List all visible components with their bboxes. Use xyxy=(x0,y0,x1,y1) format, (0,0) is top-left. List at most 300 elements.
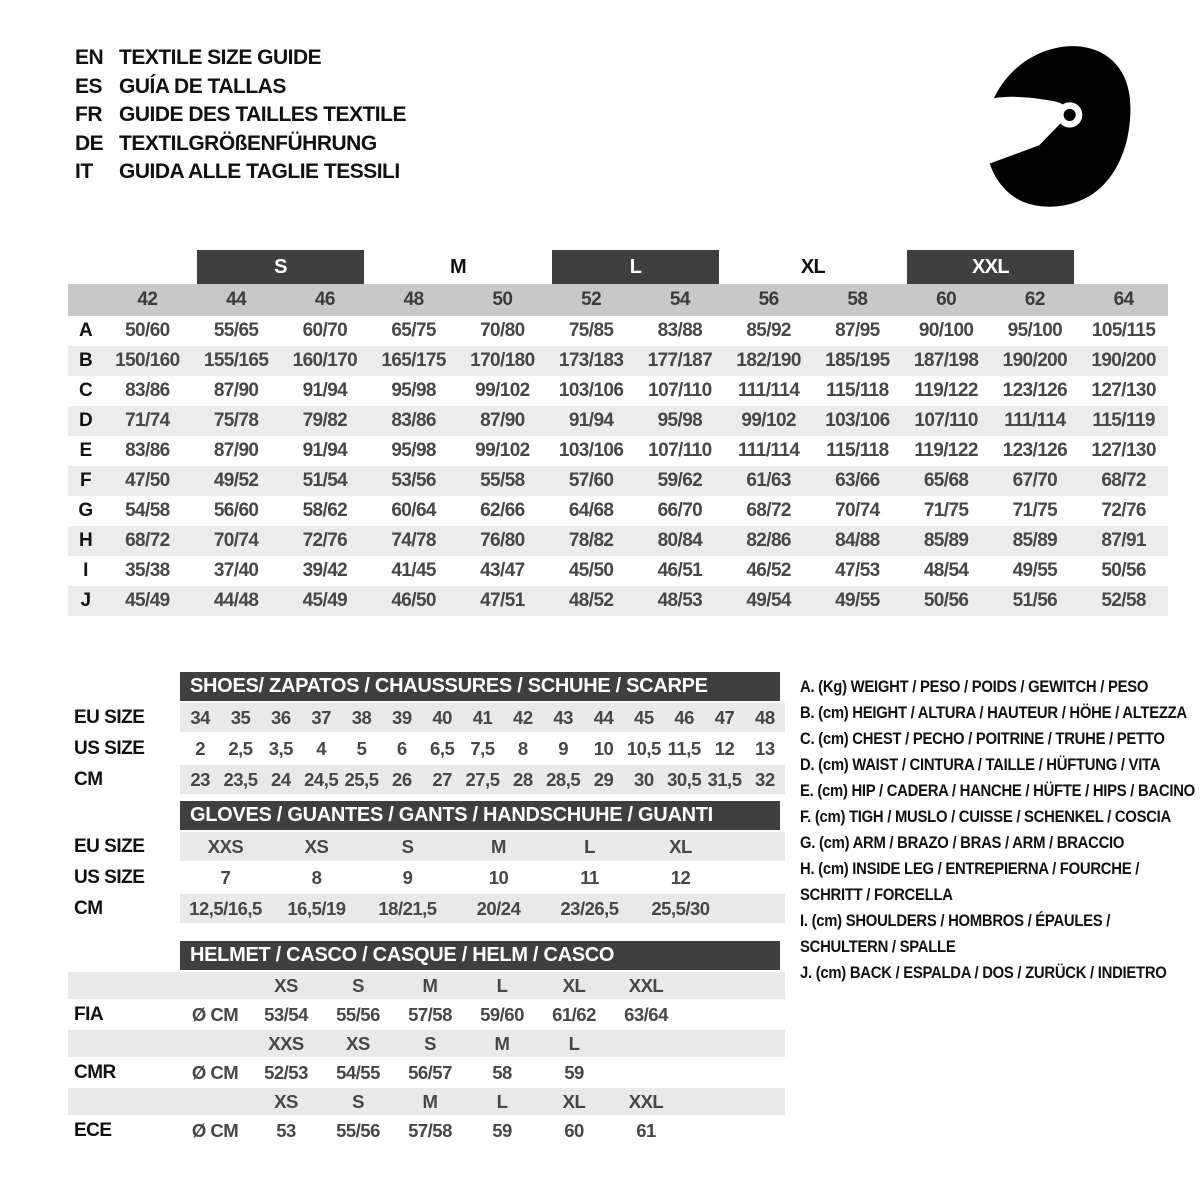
measure-cell: 111/114 xyxy=(737,440,800,461)
helmet-row-CMR xyxy=(68,1059,785,1086)
measure-cell: 71/74 xyxy=(125,410,170,431)
helmet-value: 63/64 xyxy=(624,1003,668,1025)
shoes-cell: 30,5 xyxy=(664,765,704,794)
shoes-cell: 8 xyxy=(517,737,528,759)
gloves-cell: 20/24 xyxy=(453,894,544,923)
helmet-value: 60 xyxy=(564,1119,584,1141)
measure-cell: 54/58 xyxy=(125,500,170,521)
shoes-cell: 25,5 xyxy=(341,765,381,794)
helmet-size-label: XL xyxy=(538,972,610,999)
measure-cell: 48/52 xyxy=(568,590,614,611)
measure-cell: 55/65 xyxy=(213,320,259,341)
shoes-table xyxy=(68,672,785,796)
size-column-50: 50 xyxy=(492,289,513,310)
measure-cell: 64/68 xyxy=(568,500,614,521)
measure-cell: 87/91 xyxy=(1101,530,1146,551)
gloves-cell: XL xyxy=(635,832,726,861)
size-group-row xyxy=(68,250,1168,284)
measure-cell: 115/118 xyxy=(826,380,889,401)
helmet-value: 59 xyxy=(564,1061,584,1083)
shoes-cell: 2 xyxy=(195,737,206,759)
measure-cell: 49/55 xyxy=(1012,560,1058,581)
measure-cell: 127/130 xyxy=(1091,440,1156,461)
helmet-size-label: M xyxy=(394,972,466,999)
measure-cell: 62/66 xyxy=(480,500,525,521)
helmet-size-label xyxy=(610,1030,682,1057)
size-column-56: 56 xyxy=(758,289,779,310)
measure-cell: 71/75 xyxy=(1012,500,1058,521)
measure-cell: 177/187 xyxy=(647,350,713,371)
measure-cell: 185/195 xyxy=(825,350,890,371)
row-label: FIA xyxy=(74,1003,104,1025)
measure-cell: 95/98 xyxy=(391,380,436,401)
language-row xyxy=(75,158,406,187)
measure-cell: 48/54 xyxy=(923,560,969,581)
shoes-cell: 24,5 xyxy=(301,765,341,794)
measure-cell: 107/110 xyxy=(648,440,712,461)
language-title: GUÍA DE TALLAS xyxy=(119,74,286,98)
helmet-value: 55/56 xyxy=(336,1119,380,1141)
measure-cell: 44/48 xyxy=(213,590,259,611)
gloves-cell: XS xyxy=(271,832,362,861)
measure-row-F xyxy=(68,466,1168,496)
shoes-cell: 34 xyxy=(180,703,220,732)
language-title: GUIDA ALLE TAGLIE TESSILI xyxy=(119,160,400,184)
row-letter: G xyxy=(78,500,93,521)
row-filler xyxy=(726,863,785,892)
helmet-value: 59/60 xyxy=(480,1003,524,1025)
measure-cell: 61/63 xyxy=(746,470,791,491)
measure-cell: 55/58 xyxy=(480,470,525,491)
measure-cell: 119/122 xyxy=(914,380,978,401)
legend-item-B xyxy=(800,700,1196,726)
measure-row-H xyxy=(68,526,1168,556)
helmet-value: 57/58 xyxy=(408,1003,452,1025)
measure-cell: 99/102 xyxy=(475,380,530,401)
gloves-cell: 12,5/16,5 xyxy=(180,894,271,923)
row-letter: H xyxy=(78,530,93,551)
row-label: CM xyxy=(74,768,103,790)
measure-cell: 85/92 xyxy=(746,320,791,341)
shoes-cell: 48 xyxy=(745,703,785,732)
textile-size-table xyxy=(68,250,1168,616)
legend-item-D xyxy=(800,752,1196,778)
measure-cell: 115/118 xyxy=(826,440,889,461)
shoes-cell: 10,5 xyxy=(626,737,661,759)
shoes-cell: 5 xyxy=(356,737,367,759)
shoes-cell: 13 xyxy=(755,737,775,759)
shoes-cell: 44 xyxy=(583,703,623,732)
unit-spacer xyxy=(180,1030,250,1057)
language-code: ES xyxy=(75,74,103,98)
helmet-size-label: XS xyxy=(322,1030,394,1057)
size-column-44: 44 xyxy=(226,289,247,310)
language-code: FR xyxy=(75,103,102,127)
shoes-cell: 26 xyxy=(382,765,422,794)
shoes-cell: 27,5 xyxy=(462,765,502,794)
gloves-header: GLOVES / GUANTES / GANTS / HANDSCHUHE / GUANTI xyxy=(180,801,780,830)
row-letter: J xyxy=(80,590,91,611)
measure-cell: 103/106 xyxy=(558,380,624,401)
measure-cell: 105/115 xyxy=(1091,320,1156,341)
row-label: ECE xyxy=(74,1119,112,1141)
shoes-cell: 38 xyxy=(341,703,381,732)
gloves-cell: 12 xyxy=(670,866,691,888)
measure-cell: 95/98 xyxy=(391,440,436,461)
measure-cell: 45/49 xyxy=(125,590,170,611)
helmet-size-table xyxy=(68,941,785,1146)
measure-cell: 170/180 xyxy=(470,350,535,371)
helmet-value xyxy=(610,1059,682,1086)
measure-cell: 59/62 xyxy=(657,470,703,491)
helmet-size-label: S xyxy=(322,1088,394,1115)
legend-item-F xyxy=(800,804,1196,830)
measure-cell: 87/90 xyxy=(213,380,259,401)
helmet-value: 59 xyxy=(492,1119,512,1141)
size-column-52: 52 xyxy=(581,289,602,310)
measure-cell: 95/100 xyxy=(1007,320,1063,341)
measure-cell: 60/64 xyxy=(391,500,436,521)
measure-cell: 91/94 xyxy=(302,440,348,461)
shoes-cell: 23 xyxy=(180,765,220,794)
shoes-cell: 46 xyxy=(664,703,704,732)
measure-cell: 58/62 xyxy=(302,500,348,521)
measure-cell: 85/89 xyxy=(1012,530,1058,551)
measure-cell: 123/126 xyxy=(1002,440,1068,461)
helmet-row-ECE xyxy=(68,1117,785,1144)
row-filler xyxy=(682,1030,785,1057)
gloves-table xyxy=(68,801,785,925)
legend-line: E. (cm) HIP / CADERA / HANCHE / HÜFTE / HIPS / BACINO xyxy=(800,782,1195,800)
measure-cell: 67/70 xyxy=(1012,470,1058,491)
measure-cell: 60/70 xyxy=(302,320,348,341)
measure-cell: 87/95 xyxy=(835,320,880,341)
measure-cell: 43/47 xyxy=(480,560,525,581)
measure-cell: 155/165 xyxy=(203,350,269,371)
language-code: DE xyxy=(75,131,104,155)
row-label: CMR xyxy=(74,1061,116,1083)
measure-cell: 46/52 xyxy=(746,560,791,581)
shoes-cell: 6 xyxy=(396,737,407,759)
helmet-header: HELMET / CASCO / CASQUE / HELM / CASCO xyxy=(180,941,780,970)
row-label: EU SIZE xyxy=(74,835,145,857)
unit-cell: Ø CM xyxy=(191,1119,239,1141)
helmet-size-label: XL xyxy=(538,1088,610,1115)
measure-cell: 99/102 xyxy=(741,410,796,431)
measure-cell: 87/90 xyxy=(480,410,525,431)
measure-row-B xyxy=(68,346,1168,376)
measure-cell: 187/198 xyxy=(913,350,979,371)
helmet-size-label: S xyxy=(394,1030,466,1057)
size-column-64: 64 xyxy=(1113,289,1134,310)
shoes-cell: 9 xyxy=(558,737,569,759)
helmet-sizes-row-FIA xyxy=(68,972,785,999)
row-filler xyxy=(726,894,785,923)
size-column-54: 54 xyxy=(669,289,690,310)
shoes-row-1 xyxy=(68,734,785,763)
legend-item-J xyxy=(800,960,1196,986)
gloves-cell: M xyxy=(453,832,544,861)
unit-cell: Ø CM xyxy=(191,1003,239,1025)
helmet-size-label: M xyxy=(394,1088,466,1115)
measure-cell: 71/75 xyxy=(923,500,969,521)
helmet-row-FIA xyxy=(68,1001,785,1028)
gloves-cell: 25,5/30 xyxy=(635,894,726,923)
measure-cell: 72/76 xyxy=(302,530,348,551)
helmet-size-label: S xyxy=(322,972,394,999)
shoes-cell: 30 xyxy=(624,765,664,794)
legend-item-E xyxy=(800,778,1196,804)
measure-cell: 150/160 xyxy=(115,350,180,371)
measure-cell: 103/106 xyxy=(825,410,890,431)
helmet-value: 53/54 xyxy=(264,1003,308,1025)
row-letter: D xyxy=(78,410,93,431)
row-letter: E xyxy=(79,440,92,461)
measure-cell: 57/60 xyxy=(568,470,614,491)
measure-cell: 35/38 xyxy=(125,560,170,581)
language-title: TEXTILE SIZE GUIDE xyxy=(119,46,322,70)
legend-line: H. (cm) INSIDE LEG / ENTREPIERNA / FOURCHE / xyxy=(800,860,1140,878)
size-column-48: 48 xyxy=(403,289,424,310)
measure-cell: 72/76 xyxy=(1101,500,1146,521)
helmet-size-label: L xyxy=(466,1088,538,1115)
helmet-size-label: XXS xyxy=(250,1030,322,1057)
measure-cell: 75/78 xyxy=(213,410,259,431)
measure-cell: 49/54 xyxy=(746,590,791,611)
measure-cell: 107/110 xyxy=(648,380,712,401)
measure-cell: 65/68 xyxy=(923,470,969,491)
legend-line: B. (cm) HEIGHT / ALTURA / HAUTEUR / HÖHE / ALTEZZA xyxy=(800,704,1187,722)
legend-item-G xyxy=(800,830,1196,856)
row-filler xyxy=(726,832,785,861)
shoes-cell: 4 xyxy=(316,737,327,759)
size-column-42: 42 xyxy=(137,289,158,310)
language-code: IT xyxy=(75,160,93,184)
measure-cell: 46/51 xyxy=(657,560,703,581)
size-group-M: M xyxy=(449,256,467,278)
row-label: EU SIZE xyxy=(74,706,145,728)
legend-line: D. (cm) WAIST / CINTURA / TAILLE / HÜFTUNG / VITA xyxy=(800,756,1161,774)
helmet-size-label: M xyxy=(466,1030,538,1057)
shoes-cell: 7,5 xyxy=(470,737,495,759)
helmet-value: 61/62 xyxy=(552,1003,596,1025)
measure-cell: 76/80 xyxy=(480,530,525,551)
shoes-header: SHOES/ ZAPATOS / CHAUSSURES / SCHUHE / SCARPE xyxy=(180,672,780,701)
row-label: US SIZE xyxy=(74,866,145,888)
legend-item-C xyxy=(800,726,1196,752)
measure-cell: 111/114 xyxy=(737,380,800,401)
legend-line: A. (Kg) WEIGHT / PESO / POIDS / GEWITCH / PESO xyxy=(800,678,1149,696)
measure-cell: 79/82 xyxy=(302,410,348,431)
shoes-cell: 36 xyxy=(261,703,301,732)
measure-cell: 51/54 xyxy=(302,470,348,491)
row-letter: F xyxy=(79,470,91,491)
helmet-sizes-row-ECE xyxy=(68,1088,785,1115)
helmet-sizes-row-CMR xyxy=(68,1030,785,1057)
row-filler xyxy=(682,972,785,999)
legend-item-H xyxy=(800,856,1196,908)
measure-row-J xyxy=(68,586,1168,616)
helmet-value: 53 xyxy=(276,1119,296,1141)
measure-cell: 56/60 xyxy=(213,500,259,521)
measure-cell: 111/114 xyxy=(1004,410,1066,431)
measure-cell: 50/60 xyxy=(125,320,170,341)
helmet-size-label: XS xyxy=(250,1088,322,1115)
measure-cell: 46/50 xyxy=(391,590,436,611)
row-letter: I xyxy=(83,560,88,581)
shoes-cell: 37 xyxy=(301,703,341,732)
measure-cell: 50/56 xyxy=(923,590,969,611)
size-column-58: 58 xyxy=(847,289,868,310)
helmet-size-label: XXL xyxy=(610,1088,682,1115)
gloves-cell: S xyxy=(362,832,453,861)
measure-cell: 127/130 xyxy=(1091,380,1156,401)
shoes-cell: 23,5 xyxy=(220,765,260,794)
shoes-row-0 xyxy=(68,703,785,732)
shoes-cell: 41 xyxy=(462,703,502,732)
measure-row-I xyxy=(68,556,1168,586)
measure-row-G xyxy=(68,496,1168,526)
shoes-cell: 10 xyxy=(593,737,614,759)
measure-cell: 165/175 xyxy=(381,350,446,371)
shoes-cell: 28 xyxy=(503,765,543,794)
helmet-value: 61 xyxy=(636,1119,656,1141)
shoes-cell: 35 xyxy=(220,703,260,732)
measure-cell: 75/85 xyxy=(568,320,614,341)
measure-cell: 107/110 xyxy=(914,410,978,431)
gloves-cell: XXS xyxy=(180,832,271,861)
measure-cell: 190/200 xyxy=(1002,350,1068,371)
measure-cell: 99/102 xyxy=(475,440,530,461)
shoes-cell: 31,5 xyxy=(704,765,744,794)
unit-spacer xyxy=(180,972,250,999)
shoes-cell: 29 xyxy=(583,765,623,794)
measure-cell: 103/106 xyxy=(558,440,624,461)
measure-cell: 68/72 xyxy=(746,500,791,521)
gloves-row-2 xyxy=(68,894,785,923)
measure-cell: 74/78 xyxy=(391,530,436,551)
measure-row-D xyxy=(68,406,1168,436)
unit-cell: Ø CM xyxy=(191,1061,239,1083)
measure-cell: 83/86 xyxy=(125,380,170,401)
measure-cell: 50/56 xyxy=(1101,560,1146,581)
measure-cell: 37/40 xyxy=(213,560,259,581)
measure-cell: 84/88 xyxy=(835,530,880,551)
measure-cell: 70/80 xyxy=(480,320,525,341)
gloves-row-0 xyxy=(68,832,785,861)
row-letter: C xyxy=(78,380,93,401)
shoes-cell: 32 xyxy=(745,765,785,794)
measure-cell: 90/100 xyxy=(918,320,974,341)
measure-cell: 47/51 xyxy=(480,590,525,611)
gloves-cell: 18/21,5 xyxy=(362,894,453,923)
measure-cell: 95/98 xyxy=(657,410,703,431)
language-title: TEXTILGRÖßENFÜHRUNG xyxy=(119,131,377,155)
row-filler xyxy=(682,1059,785,1086)
helmet-value: 57/58 xyxy=(408,1119,452,1141)
measure-cell: 68/72 xyxy=(125,530,170,551)
shoes-cell: 45 xyxy=(624,703,664,732)
measure-cell: 91/94 xyxy=(568,410,614,431)
size-number-row xyxy=(68,284,1168,316)
shoes-cell: 27 xyxy=(422,765,462,794)
row-filler xyxy=(682,1088,785,1115)
language-row xyxy=(75,101,406,130)
language-title: GUIDE DES TAILLES TEXTILE xyxy=(119,103,406,127)
measure-cell: 45/49 xyxy=(302,590,348,611)
row-filler xyxy=(682,1001,785,1028)
measure-cell: 83/86 xyxy=(125,440,170,461)
helmet-value: 55/56 xyxy=(336,1003,380,1025)
shoes-cell: 43 xyxy=(543,703,583,732)
measure-cell: 87/90 xyxy=(213,440,259,461)
measure-cell: 91/94 xyxy=(302,380,348,401)
measure-cell: 47/50 xyxy=(125,470,170,491)
row-letter: B xyxy=(78,350,93,371)
legend-line: C. (cm) CHEST / PECHO / POITRINE / TRUHE / PETTO xyxy=(800,730,1165,748)
gloves-cell: 7 xyxy=(220,866,231,888)
measure-cell: 160/170 xyxy=(292,350,358,371)
measure-cell: 80/84 xyxy=(657,530,703,551)
measure-cell: 70/74 xyxy=(835,500,880,521)
gloves-cell: 23/26,5 xyxy=(544,894,635,923)
row-label-spacer xyxy=(68,1088,180,1115)
row-label-spacer xyxy=(68,1030,180,1057)
row-letter: A xyxy=(78,320,93,341)
shoes-row-2 xyxy=(68,765,785,794)
shoes-cell: 40 xyxy=(422,703,462,732)
measure-cell: 85/89 xyxy=(923,530,969,551)
shoes-cell: 12 xyxy=(714,737,735,759)
row-label: CM xyxy=(74,897,103,919)
measure-cell: 66/70 xyxy=(657,500,703,521)
shoes-cell: 11,5 xyxy=(667,737,701,759)
measure-row-E xyxy=(68,436,1168,466)
row-label-spacer xyxy=(68,972,180,999)
measure-cell: 63/66 xyxy=(835,470,880,491)
measure-cell: 49/55 xyxy=(835,590,880,611)
legend-item-I xyxy=(800,908,1196,960)
measure-cell: 119/122 xyxy=(914,440,978,461)
legend-line: F. (cm) TIGH / MUSLO / CUISSE / SCHENKEL / COSCIA xyxy=(800,808,1171,826)
measure-cell: 173/183 xyxy=(558,350,624,371)
size-column-46: 46 xyxy=(314,289,335,310)
measure-cell: 182/190 xyxy=(736,350,801,371)
row-label: US SIZE xyxy=(74,737,145,759)
measure-cell: 39/42 xyxy=(302,560,348,581)
size-group-XL: XL xyxy=(800,256,826,278)
helmet-value: 52/53 xyxy=(264,1061,308,1083)
gloves-cell: 9 xyxy=(402,866,413,888)
unit-spacer xyxy=(180,1088,250,1115)
gloves-cell: 10 xyxy=(488,866,509,888)
gloves-cell: 8 xyxy=(311,866,322,888)
gloves-cell: 11 xyxy=(580,866,599,888)
measure-cell: 83/88 xyxy=(657,320,703,341)
measure-row-C xyxy=(68,376,1168,406)
helmet-value: 54/55 xyxy=(336,1061,380,1083)
size-group-S: S xyxy=(197,250,365,284)
gloves-cell: 16,5/19 xyxy=(271,894,362,923)
measure-cell: 115/119 xyxy=(1092,410,1155,431)
legend-line: SCHULTERN / SPALLE xyxy=(800,938,956,956)
measure-cell: 190/200 xyxy=(1091,350,1156,371)
shoes-cell: 6,5 xyxy=(430,737,455,759)
shoes-cell: 47 xyxy=(704,703,744,732)
helmet-size-label: XXL xyxy=(610,972,682,999)
shoes-cell: 2,5 xyxy=(228,737,253,759)
size-group-XXL: XXL xyxy=(907,250,1075,284)
